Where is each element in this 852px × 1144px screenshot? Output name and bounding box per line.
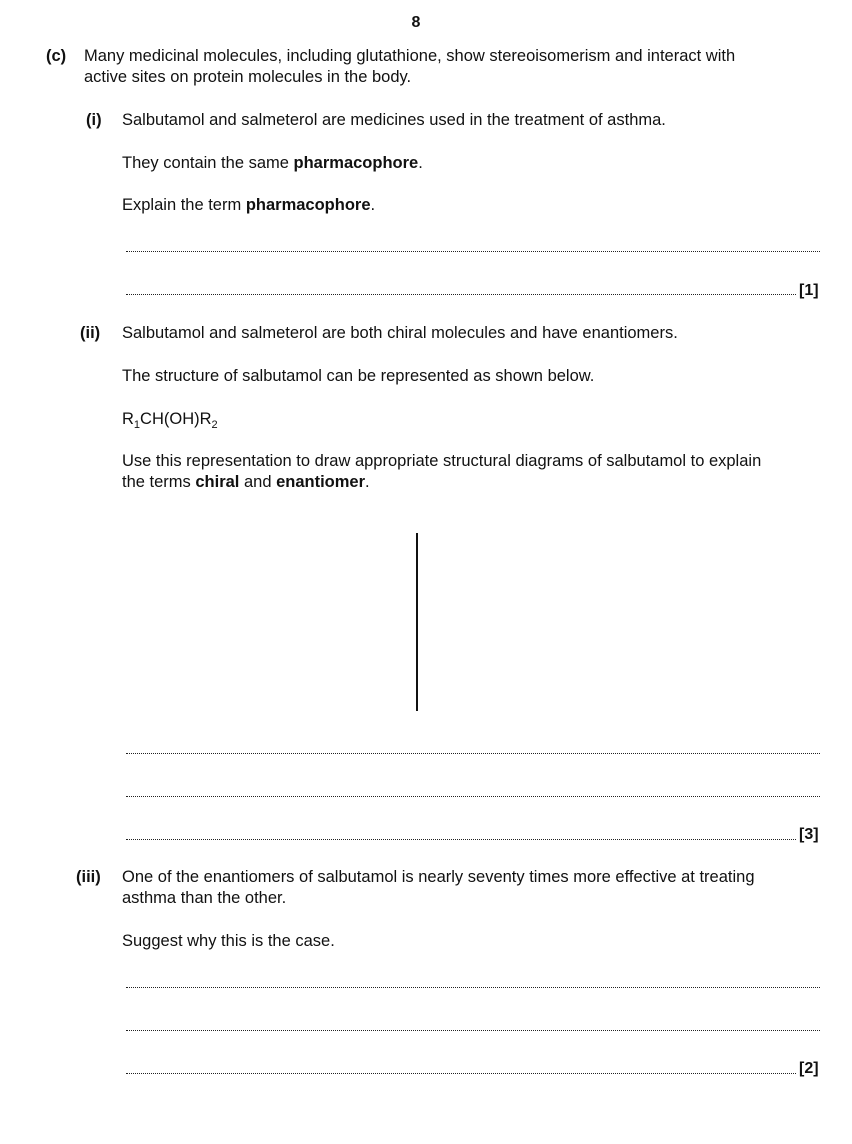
use-and: and bbox=[239, 473, 277, 491]
part-i-explain-suffix: . bbox=[370, 196, 376, 214]
page-number: 8 bbox=[411, 14, 421, 31]
part-ii-label: (ii) bbox=[80, 324, 101, 342]
part-i-explain-sentence bbox=[122, 195, 375, 216]
part-iii-marks: [2] bbox=[799, 1060, 819, 1077]
answer-line-i-1[interactable] bbox=[126, 251, 820, 252]
part-ii-text: Salbutamol and salmeterol are both chiral molecules and have enantiomers. bbox=[122, 324, 678, 342]
part-ii-use-line-2 bbox=[122, 472, 370, 493]
part-c-label: (c) bbox=[46, 47, 67, 65]
part-i-contain-sentence bbox=[122, 153, 423, 174]
part-i-label: (i) bbox=[86, 111, 102, 129]
part-iii-line-2: asthma than the other. bbox=[122, 889, 287, 907]
part-c-line-2: active sites on protein molecules in the body. bbox=[84, 68, 412, 86]
part-i-contain-prefix: They contain the same bbox=[122, 154, 294, 172]
formula-sub-2: 2 bbox=[211, 419, 218, 431]
formula-sub-1: 1 bbox=[133, 419, 141, 431]
answer-line-ii-3[interactable] bbox=[126, 839, 796, 840]
part-i-text: Salbutamol and salmeterol are medicines used in the treatment of asthma. bbox=[122, 111, 666, 129]
part-i-contain-suffix: . bbox=[418, 154, 423, 172]
answer-line-iii-1[interactable] bbox=[126, 987, 820, 988]
formula-r: R bbox=[122, 410, 134, 428]
use-bold-enantiomer: enantiomer bbox=[276, 473, 366, 491]
part-iii-label: (iii) bbox=[76, 868, 101, 886]
part-iii-line-1: One of the enantiomers of salbutamol is nearly seventy times more effective at treating bbox=[122, 868, 755, 886]
part-i-marks: [1] bbox=[799, 282, 819, 299]
answer-line-ii-2[interactable] bbox=[126, 796, 820, 797]
part-i-explain-bold: pharmacophore bbox=[245, 196, 371, 214]
use-prefix: the terms bbox=[122, 473, 196, 491]
salbutamol-formula bbox=[122, 409, 218, 430]
answer-line-i-2[interactable] bbox=[126, 294, 796, 295]
formula-mid: CH(OH)R bbox=[140, 410, 212, 428]
answer-line-iii-2[interactable] bbox=[126, 1030, 820, 1031]
part-i-explain-prefix: Explain the term bbox=[122, 196, 246, 214]
part-ii-marks: [3] bbox=[799, 826, 819, 843]
part-c-line-1: Many medicinal molecules, including glutathione, show stereoisomerism and interact with bbox=[84, 47, 736, 65]
part-iii-suggest: Suggest why this is the case. bbox=[122, 932, 335, 950]
part-ii-structure-text: The structure of salbutamol can be represented as shown below. bbox=[122, 367, 595, 385]
part-i-contain-bold: pharmacophore bbox=[293, 154, 419, 172]
answer-line-ii-1[interactable] bbox=[126, 753, 820, 754]
drawing-divider-line bbox=[416, 533, 418, 711]
use-bold-chiral: chiral bbox=[195, 473, 240, 491]
answer-line-iii-3[interactable] bbox=[126, 1073, 796, 1074]
part-ii-use-line-1: Use this representation to draw appropriate structural diagrams of salbutamol to explain bbox=[122, 452, 762, 470]
use-suffix: . bbox=[365, 473, 370, 491]
